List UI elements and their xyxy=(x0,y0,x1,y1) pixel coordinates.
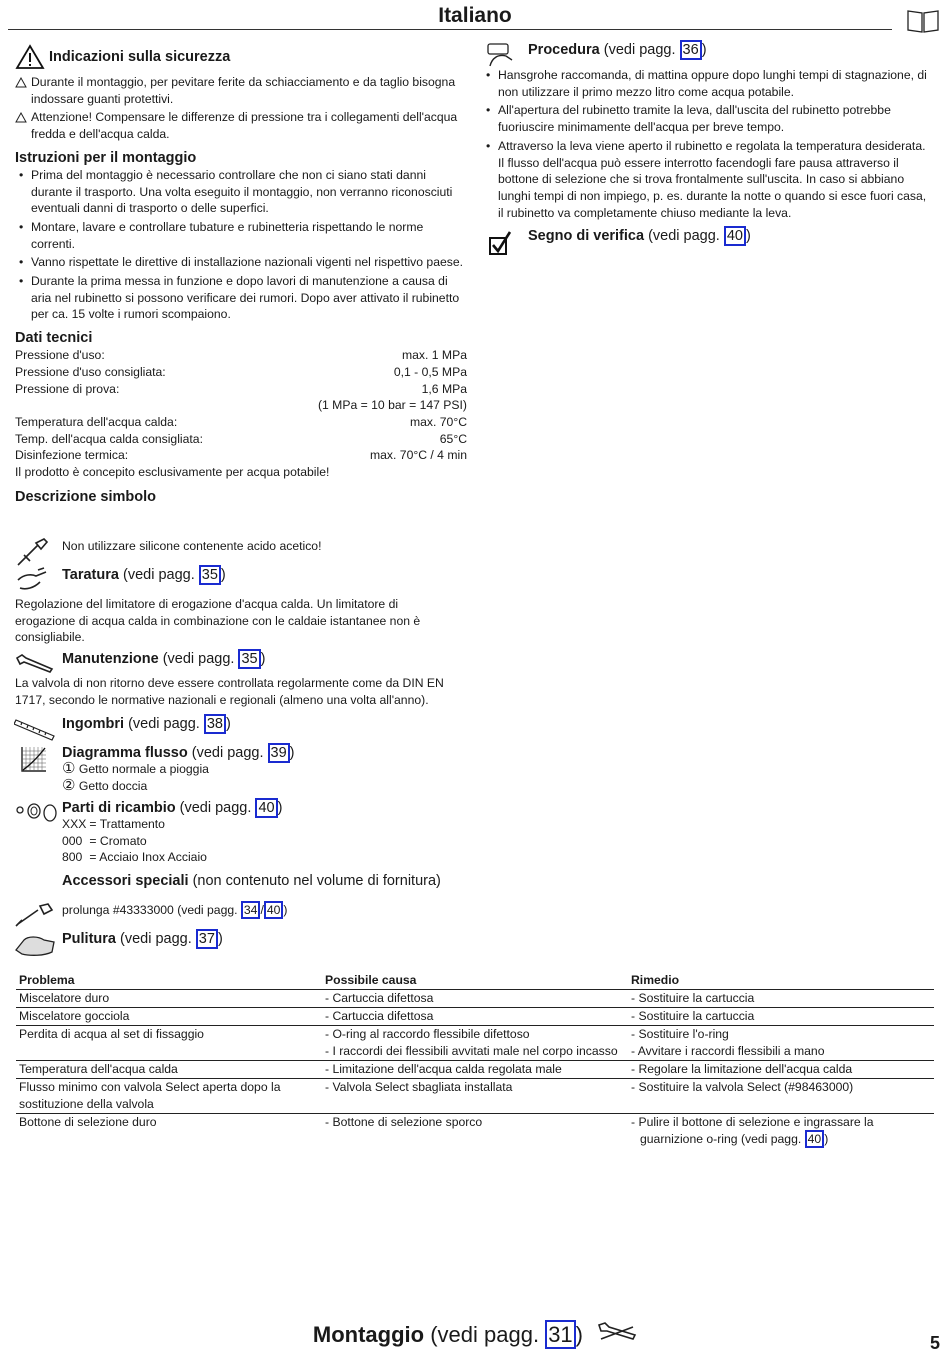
page-link[interactable]: 40 xyxy=(724,226,746,246)
page-link[interactable]: 40 xyxy=(255,798,277,818)
install-item: • Montare, lavare e controllare tubature e rubinetteria rispettando le norme correnti. xyxy=(15,219,470,252)
diagramma-heading: Diagramma flusso (vedi pagg. 39 ) xyxy=(62,745,295,761)
tech-row: (1 MPa = 10 bar = 147 PSI) xyxy=(317,398,467,413)
col-header: Problema xyxy=(16,972,322,990)
flow-diagram-icon xyxy=(20,745,48,778)
tech-row: Pressione d'uso: max. 1 MPa xyxy=(15,348,467,363)
tech-note: Il prodotto è concepito esclusivamente per acqua potabile! xyxy=(15,465,330,480)
taratura-text: Regolazione del limitatore di erogazione d'acqua calda. Un limitatore di erogazione di acqua calda in combinazione con le caldaie istantanee non è consigliabile. xyxy=(15,597,421,645)
ricambio-heading: Parti di ricambio (vedi pagg. 40 ) xyxy=(62,800,283,816)
hand-adjust-icon xyxy=(16,566,50,597)
accessori-heading: Accessori speciali (non contenuto nel volume di fornitura) xyxy=(62,873,441,889)
tech-row: Pressione di prova: 1,6 MPa xyxy=(15,381,467,396)
safety-item: Durante il montaggio, per pevitare ferite da schiacciamento e da taglio bisogna indossare guanti protettivi. xyxy=(15,74,470,107)
ruler-icon xyxy=(14,716,56,747)
tech-title: Dati tecnici xyxy=(15,330,93,347)
page-link[interactable]: 39 xyxy=(268,743,290,763)
col-header: Possibile causa xyxy=(322,972,628,990)
list-item: ② Getto doccia xyxy=(62,776,148,794)
page-link[interactable]: 35 xyxy=(199,565,221,585)
diagramma-list xyxy=(62,761,209,794)
tech-row: Disinfezione termica: max. 70°C / 4 min xyxy=(15,448,467,463)
table-row: Flusso minimo con valvola Select aperta dopo la sostituzione della valvola - Valvola Select sbagliata installata - Sostituire la valvola Select (#98463000) xyxy=(16,1079,934,1114)
install-item: • Prima del montaggio è necessario controllare che non ci siano stati danni durante il trasporto. Una volta eseguito il montaggio, non verranno riconosciuti eventuali danni di trasporto o delle superfici. xyxy=(15,167,470,217)
verifica-heading: Segno di verifica (vedi pagg. 40 ) xyxy=(528,228,751,244)
extension-wrench-icon xyxy=(14,902,56,933)
table-row: Perdita di acqua al set di fissaggio - O-ring al raccordo flessibile difettoso - I raccordi dei flessibili avvitati male nel corpo incasso - Sostituire l'o-ring - Avvitare i raccordi flessibili a mano xyxy=(16,1026,934,1061)
page-link[interactable]: 34 xyxy=(241,901,261,919)
page-link[interactable]: 40 xyxy=(805,1130,825,1148)
checkbox-check-icon xyxy=(488,230,514,261)
table-header-row xyxy=(16,972,934,990)
page-link[interactable]: 37 xyxy=(196,929,218,949)
accessori-item: prolunga #43333000 (vedi pagg. 34 / 40 ) xyxy=(62,903,288,917)
spare-parts-icon xyxy=(14,800,58,829)
manutenzione-heading: Manutenzione (vedi pagg. 35 ) xyxy=(62,651,266,667)
tools-icon xyxy=(597,1321,637,1351)
install-item: • Durante la prima messa in funzione e dopo lavori di manutenzione a causa di aria nel rubinetto si possono verificare dei rumori. Dopo aver attivato il rubinetto per ca. 15 volte i rumori scompaiono. xyxy=(15,273,470,323)
ingombri-heading: Ingombri (vedi pagg. 38 ) xyxy=(62,716,231,732)
col-header: Rimedio xyxy=(628,972,934,990)
warning-icon xyxy=(15,44,45,70)
ricambio-list xyxy=(62,816,207,866)
book-icon xyxy=(906,8,940,39)
list-item: 800 = Acciaio Inox Acciaio xyxy=(62,850,207,865)
tech-row: Temperatura dell'acqua calda: max. 70°C xyxy=(15,414,467,429)
troubleshooting-table xyxy=(16,972,934,1148)
list-item: 000 = Cromato xyxy=(62,833,147,848)
symbol-title: Descrizione simbolo xyxy=(15,488,157,505)
header-rule xyxy=(8,29,892,30)
tech-row: Temp. dell'acqua calda consigliata: 65°C xyxy=(15,431,467,446)
procedura-item: • Hansgrohe raccomanda, di mattina oppure dopo lunghi tempi di stagnazione, di non utilizzare il primo mezzo litro come acqua potabile. xyxy=(482,67,934,100)
safety-title: Indicazioni sulla sicurezza xyxy=(49,49,231,65)
pulitura-heading: Pulitura (vedi pagg. 37 ) xyxy=(62,931,223,947)
page-link[interactable]: 35 xyxy=(238,649,260,669)
page-number: 5 xyxy=(929,1333,940,1353)
cleaning-hand-icon xyxy=(14,930,56,963)
list-item: ① Getto normale a pioggia xyxy=(62,760,209,777)
page-link[interactable]: 40 xyxy=(264,901,284,919)
page-link[interactable]: 31 xyxy=(545,1320,575,1349)
warning-small-icon xyxy=(15,76,27,93)
page-title: Italiano xyxy=(438,4,512,27)
safety-item: Attenzione! Compensare le differenze di pressione tra i collegamenti dell'acqua fredda e dell'acqua calda. xyxy=(15,109,470,142)
manutenzione-text: La valvola di non ritorno deve essere controllata regolarmente come da DIN EN 1717, secondo le normative nazionali e regionali (almeno una volta all'anno). xyxy=(15,676,444,707)
taratura-heading: Taratura (vedi pagg. 35 ) xyxy=(62,567,226,583)
page-link[interactable]: 38 xyxy=(204,714,226,734)
table-row: Miscelatore gocciola - Cartuccia difettosa - Sostituire la cartuccia xyxy=(16,1008,934,1026)
table-row: Bottone di selezione duro - Bottone di selezione sporco - Pulire il bottone di selezione e ingrassare la guarnizione o-ring (vedi pagg. 40 ) xyxy=(19,1115,874,1146)
procedura-item: • All'apertura del rubinetto tramite la leva, dall'uscita del rubinetto potrebbe fuoriuscire minimamente dell'acqua per breve tempo. xyxy=(482,102,934,135)
procedura-item: • Attraverso la leva viene aperto il rubinetto e regolata la temperatura desiderata. Il flusso dell'acqua può essere interrotto facendogli fare pausa attraverso il bottone di selezione che si trova frontalmente sull'uscita. In caso si abbiano lunghi tempi di non impiego, p. es. durante la notte o quando si esce fuori casa, il rubinetto va completamente chiuso mediante la leva. xyxy=(482,138,934,222)
tech-row: Pressione d'uso consigliata: 0,1 - 0,5 MPa xyxy=(15,364,467,379)
warning-small-icon xyxy=(15,111,27,128)
symbol-text: Non utilizzare silicone contenente acido acetico! xyxy=(62,539,322,553)
install-title: Istruzioni per il montaggio xyxy=(15,149,197,166)
footer-heading: Montaggio (vedi pagg. 31 ) xyxy=(0,1320,950,1351)
list-item: XXX = Trattamento xyxy=(62,817,165,831)
table-row: Miscelatore duro - Cartuccia difettosa - Sostituire la cartuccia xyxy=(16,990,934,1008)
table-row: Temperatura dell'acqua calda - Limitazione dell'acqua calda regolata male - Regolare la limitazione dell'acqua calda xyxy=(16,1061,934,1079)
install-item: • Vanno rispettate le direttive di installazione nazionali vigenti nel rispettivo paese. xyxy=(15,254,470,271)
procedura-heading: Procedura (vedi pagg. 36 ) xyxy=(528,42,707,58)
page-link[interactable]: 36 xyxy=(680,40,702,60)
